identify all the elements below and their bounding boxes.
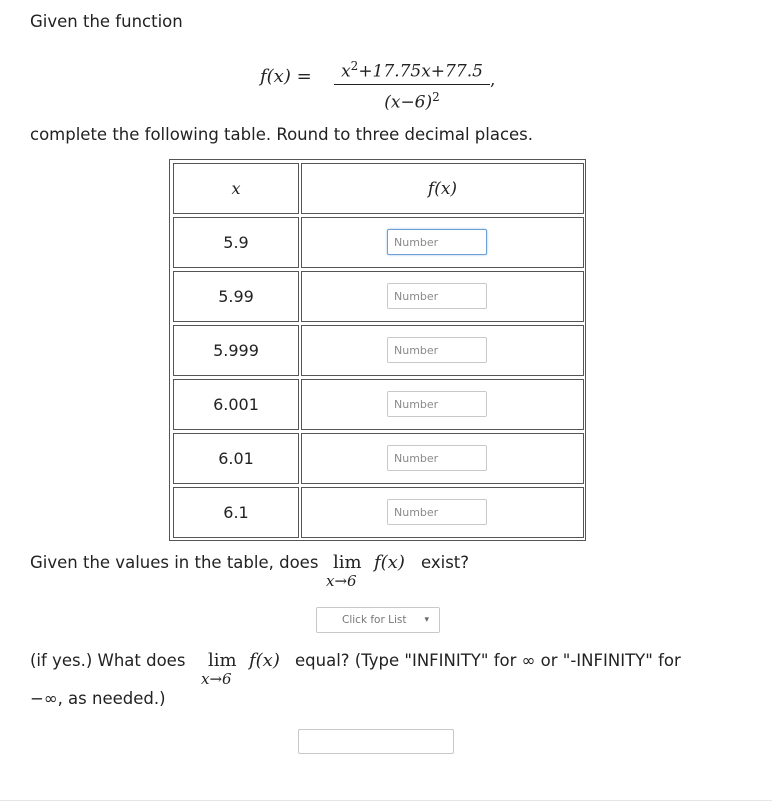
denominator-exponent: 2 — [432, 89, 440, 104]
row-x-value: 6.001 — [213, 395, 259, 414]
instruction-text: complete the following table. Round to three decimal places. — [30, 125, 534, 144]
question2-expr: f(x) — [249, 650, 280, 671]
question2-suffix: equal? (Type "INFINITY" for ∞ or "-INFINITY" for — [295, 651, 681, 670]
fx-input-6-1[interactable] — [387, 499, 487, 525]
chevron-down-icon: ▾ — [424, 615, 430, 625]
formula-comma: , — [490, 70, 496, 90]
header-fx: f(x) — [427, 178, 458, 199]
table-row-x-cell — [173, 217, 299, 268]
denominator-base: (x−6) — [384, 92, 433, 113]
table-row-x-cell — [173, 433, 299, 484]
row-x-value: 6.01 — [218, 449, 254, 468]
header-x-cell — [173, 163, 299, 214]
question2-prefix: (if yes.) What does — [30, 651, 186, 670]
question1-expr: f(x) — [374, 552, 405, 573]
row-x-value: 6.1 — [223, 503, 249, 522]
fx-input-5-9[interactable] — [387, 229, 487, 255]
question1-prefix: Given the values in the table, does — [30, 553, 319, 572]
question2-lim-sub: x→6 — [201, 670, 232, 688]
numerator-rest: +17.75x+77.5 — [358, 61, 483, 82]
input-placeholder: Number — [394, 235, 439, 249]
formula-denominator — [334, 87, 490, 113]
table-row-x-cell — [173, 325, 299, 376]
header-x: x — [231, 179, 241, 198]
table-row-x-cell — [173, 271, 299, 322]
dropdown-label: Click for List — [342, 614, 407, 626]
bottom-divider — [0, 800, 772, 801]
row-x-value: 5.999 — [213, 341, 259, 360]
question2-lim: lim — [208, 650, 237, 671]
question1-lim: lim — [333, 552, 362, 573]
input-placeholder: Number — [394, 397, 439, 411]
input-placeholder: Number — [394, 289, 439, 303]
limit-value-input[interactable] — [298, 729, 454, 754]
values-table — [169, 159, 586, 541]
intro-text: Given the function — [30, 12, 183, 31]
table-row-x-cell — [173, 487, 299, 538]
table-row-x-cell — [173, 379, 299, 430]
formula-lhs: f(x) = — [260, 66, 312, 87]
limit-exists-dropdown[interactable] — [316, 607, 440, 633]
fx-input-5-99[interactable] — [387, 283, 487, 309]
question1-suffix: exist? — [421, 553, 470, 572]
numerator-exponent: 2 — [350, 59, 359, 73]
input-placeholder: Number — [394, 343, 439, 357]
formula-numerator — [334, 55, 490, 83]
formula-fraction — [334, 55, 490, 112]
fx-input-5-999[interactable] — [387, 337, 487, 363]
question2-line2: −∞, as needed.) — [30, 689, 166, 708]
input-placeholder: Number — [394, 505, 439, 519]
fx-input-6-01[interactable] — [387, 445, 487, 471]
input-placeholder: Number — [394, 451, 439, 465]
row-x-value: 5.99 — [218, 287, 254, 306]
row-x-value: 5.9 — [223, 233, 249, 252]
fraction-bar — [334, 84, 490, 85]
fx-input-6-001[interactable] — [387, 391, 487, 417]
numerator-x: x — [341, 61, 351, 82]
question1-lim-sub: x→6 — [326, 572, 357, 590]
header-fx-cell — [301, 163, 584, 214]
